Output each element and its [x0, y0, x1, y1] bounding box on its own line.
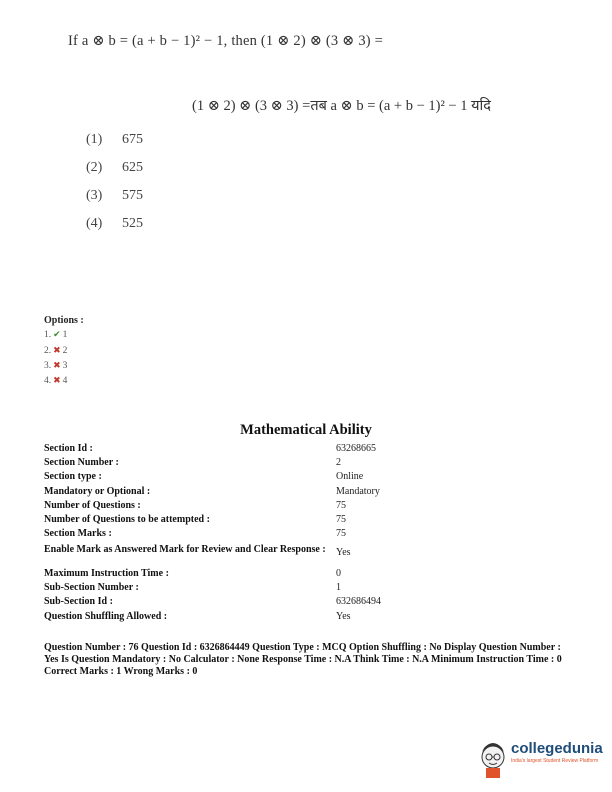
answer-option-2 — [44, 345, 67, 356]
section-id-value: 63268665 — [336, 443, 376, 454]
choice-3 — [86, 188, 143, 204]
section-id-label: Section Id : — [44, 443, 93, 454]
subsection-id-label: Sub-Section Id : — [44, 596, 113, 607]
answer-option-3 — [44, 360, 67, 371]
cross-icon: ✖ — [53, 345, 61, 355]
choice-value: 625 — [122, 160, 143, 175]
section-number-label: Section Number : — [44, 457, 119, 468]
answer-label: 3 — [62, 361, 68, 371]
answer-option-4 — [44, 375, 67, 386]
subsection-number-value: 1 — [336, 582, 341, 593]
mandatory-value: Mandatory — [336, 486, 380, 497]
subsection-number-label: Sub-Section Number : — [44, 582, 139, 593]
question-hindi: (1 ⊗ 2) ⊗ (3 ⊗ 3) =तब a ⊗ b = (a + b − 1)² − 1 यदि — [192, 98, 491, 114]
choice-1 — [86, 132, 143, 148]
marks-text: Correct Marks : 1 Wrong Marks : 0 — [44, 666, 198, 677]
section-type-label: Section type : — [44, 471, 102, 482]
answer-index: 3. — [44, 361, 52, 371]
question-meta — [44, 642, 564, 678]
max-instruction-value: 0 — [336, 568, 341, 579]
num-questions-label: Number of Questions : — [44, 500, 141, 511]
answer-label: 2 — [62, 346, 68, 356]
subsection-id-value: 632686494 — [336, 596, 381, 607]
cross-icon: ✖ — [53, 360, 61, 370]
enable-mark-value: Yes — [336, 547, 351, 558]
logo-name: collegedunia — [511, 740, 603, 757]
section-marks-value: 75 — [336, 528, 346, 539]
shuffling-label: Question Shuffling Allowed : — [44, 611, 168, 622]
section-number-value: 2 — [336, 457, 341, 468]
choice-number: (4) — [86, 216, 103, 231]
answer-option-1 — [44, 329, 67, 340]
section-type-value: Online — [336, 471, 364, 482]
question-english: If a ⊗ b = (a + b − 1)² − 1, then (1 ⊗ 2) ⊗ (3 ⊗ 3) = — [68, 33, 384, 49]
answer-index: 2. — [44, 346, 52, 356]
choice-2 — [86, 160, 143, 176]
num-attempt-label: Number of Questions to be attempted : — [44, 514, 210, 525]
section-marks-label: Section Marks : — [44, 528, 112, 539]
choice-number: (2) — [86, 160, 103, 175]
choice-value: 525 — [122, 216, 143, 231]
cross-icon: ✖ — [53, 375, 61, 385]
answer-index: 1. — [44, 330, 52, 340]
enable-mark-label: Enable Mark as Answered Mark for Review and Clear Response : — [44, 544, 326, 555]
section-title: Mathematical Ability — [240, 422, 372, 438]
answer-label: 1 — [62, 330, 68, 340]
num-questions-value: 75 — [336, 500, 346, 511]
max-instruction-label: Maximum Instruction Time : — [44, 568, 169, 579]
answer-label: 4 — [62, 376, 68, 386]
question-meta-text: Question Number : 76 Question Id : 6326864449 Question Type : MCQ Option Shuffling : No Display Question Number : Yes Is Question Mandatory : No Calculator : None Response Time : N.A Think Time : N.A Minimum Instruction Time : 0 — [44, 642, 562, 665]
choice-value: 675 — [122, 132, 143, 147]
choice-value: 575 — [122, 188, 143, 203]
options-title: Options : — [44, 315, 84, 326]
logo-tagline: India's largest Student Review Platform — [511, 758, 599, 764]
answer-index: 4. — [44, 376, 52, 386]
mandatory-label: Mandatory or Optional : — [44, 486, 151, 497]
choice-4 — [86, 216, 143, 232]
num-attempt-value: 75 — [336, 514, 346, 525]
shuffling-value: Yes — [336, 611, 351, 622]
check-icon: ✔ — [53, 329, 61, 339]
choice-number: (3) — [86, 188, 103, 203]
choice-number: (1) — [86, 132, 103, 147]
